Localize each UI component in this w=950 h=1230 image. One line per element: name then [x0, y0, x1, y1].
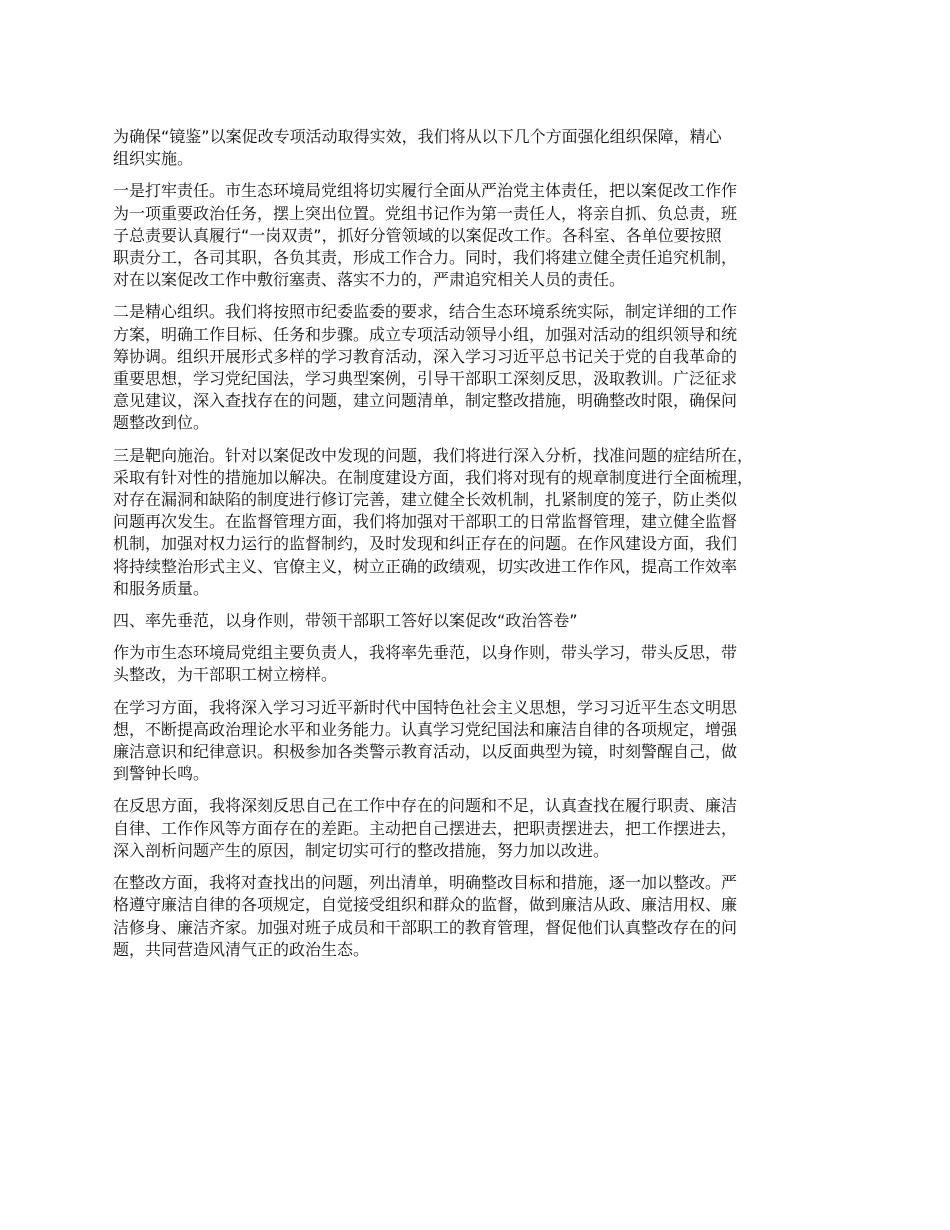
paragraph-reflection: 在反思方面，我将深刻反思自己在工作中存在的问题和不足，认真查找在履行职责、廉洁 自律、工作作风等方面存在的差距。主动把自己摆进去，把职责摆进去，把工作摆进去， 深入剖析问题产生的原因，制定切实可行的整改措施，努力加以改进。	[113, 796, 738, 860]
document-body	[113, 126, 855, 971]
paragraph-intro: 为确保“镜鉴”以案促改专项活动取得实效，我们将从以下几个方面强化组织保障，精心 组织实施。	[113, 127, 722, 169]
paragraph-responsibility: 一是打牢责任。市生态环境局党组将切实履行全面从严治党主体责任，把以案促改工作作 为一项重要政治任务，摆上突出位置。党组书记作为第一责任人，将亲自抓、负总责，班 子总责要认真履行“一岗双责”，抓好分管领域的以案促改工作。各科室、各单位要按照 职责分工，各司其职，各负其责，形成工作合力。同时，我们将建立健全责任追究机制， 对在以案促改工作中敷衍塞责、落实不力的，严肃追究相关人员的责任。	[113, 181, 738, 290]
paragraph-organization: 二是精心组织。我们将按照市纪委监委的要求，结合生态环境系统实际，制定详细的工作 方案，明确工作目标、任务和步骤。成立专项活动领导小组，加强对活动的组织领导和统 筹协调。组织开展形式多样的学习教育活动，深入学习习近平总书记关于党的自我革命的 重要思想，学习党纪国法，学习典型案例，引导干部职工深刻反思，汲取教训。广泛征求 意见建议，深入查找存在的问题，建立问题清单，制定整改措施，明确整改时限，确保问 题整改到位。	[113, 302, 738, 433]
paragraph-rectification: 在整改方面，我将对查找出的问题，列出清单，明确整改目标和措施，逐一加以整改。严 格遵守廉洁自律的各项规定，自觉接受组织和群众的监督，做到廉洁从政、廉洁用权、廉 洁修身、廉洁齐家。加强对班子成员和干部职工的教育管理，督促他们认真整改存在的问 题，共同营造风清气正的政治生态。	[113, 873, 738, 959]
section-heading-lead-by-example: 四、率先垂范，以身作则，带领干部职工答好以案促改“政治答卷”	[113, 611, 578, 631]
paragraph-study: 在学习方面，我将深入学习习近平新时代中国特色社会主义思想，学习习近平生态文明思 想，不断提高政治理论水平和业务能力。认真学习党纪国法和廉洁自律的各项规定，增强 廉洁意识和纪律意识。积极参加各类警示教育活动，以反面典型为镜，时刻警醒自己，做 到警钟长鸣。	[113, 697, 738, 784]
paragraph-targeted-treatment: 三是靶向施治。针对以案促改中发现的问题，我们将进行深入分析，找准问题的症结所在， 采取有针对性的措施加以解决。在制度建设方面，我们将对现有的规章制度进行全面梳理， 对存在漏洞和缺陷的制度进行修订完善，建立健全长效机制，扎紧制度的笼子，防止类似 问题再次发生。在监督管理方面，我们将加强对干部职工的日常监督管理，建立健全监督 机制，加强对权力运行的监督制约，及时发现和纠正存在的问题。在作风建设方面，我们 将持续整治形式主义、官僚主义，树立正确的政绩观，切实改进工作作风，提高工作效率 和服务质量。	[113, 445, 754, 598]
paragraph-lead-by-example: 作为市生态环境局党组主要负责人，我将率先垂范，以身作则，带头学习，带头反思，带 头整改，为干部职工树立榜样。	[113, 643, 738, 685]
